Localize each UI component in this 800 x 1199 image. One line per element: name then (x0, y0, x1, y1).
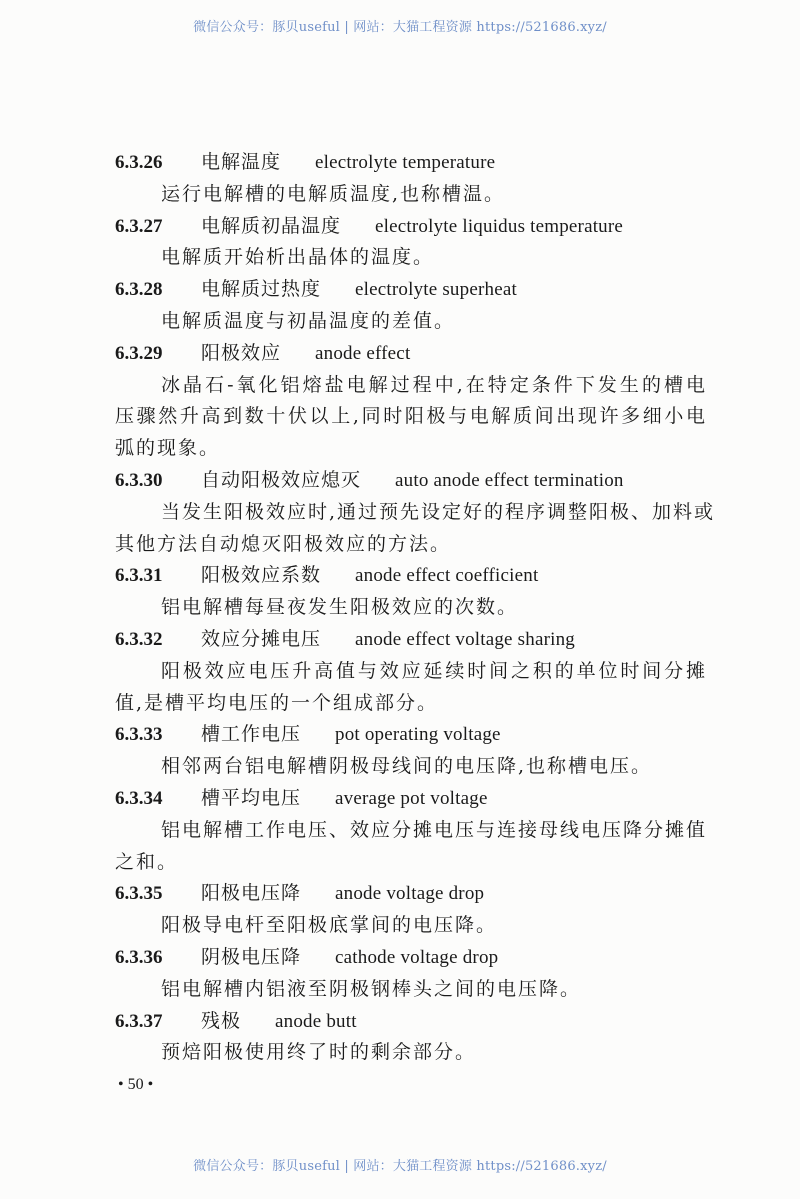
term-english: anode effect coefficient (355, 565, 539, 587)
term-definition-line: 铝电解槽工作电压、效应分摊电压与连接母线电压降分摊值 (161, 818, 708, 841)
term-definition-line: 压骤然升高到数十伏以上,同时阳极与电解质间出现许多细小电 (115, 405, 707, 428)
term-heading (115, 624, 707, 656)
term-heading (115, 338, 707, 370)
term-number: 6.3.33 (115, 724, 163, 746)
term-heading (115, 211, 707, 243)
term-definition-line: 之和。 (115, 850, 179, 873)
term-entry (115, 274, 707, 338)
term-number: 6.3.26 (115, 152, 163, 173)
term-entry (115, 624, 707, 719)
term-chinese: 电解质过热度 (201, 278, 322, 301)
term-number: 6.3.32 (115, 628, 163, 650)
term-number: 6.3.27 (115, 215, 163, 237)
term-definition-line: 运行电解槽的电解质温度,也称槽温。 (161, 182, 506, 205)
term-definition-line: 电解质温度与初晶温度的差值。 (161, 309, 456, 332)
term-number: 6.3.30 (115, 469, 163, 491)
term-chinese: 阳极效应系数 (201, 564, 322, 587)
term-entry (115, 465, 716, 560)
term-chinese: 效应分摊电压 (201, 627, 322, 650)
term-chinese: 自动阳极效应熄灭 (201, 468, 362, 491)
term-definition-line: 阳极效应电压升高值与效应延续时间之积的单位时间分摊 (161, 659, 707, 682)
term-english: anode effect (315, 342, 411, 364)
term-english: anode butt (275, 1010, 357, 1032)
term-number: 6.3.36 (115, 946, 163, 968)
term-number: 6.3.37 (115, 1010, 163, 1032)
term-english: electrolyte liquidus temperature (375, 215, 624, 237)
term-number: 6.3.35 (115, 883, 163, 905)
term-entry (115, 1006, 707, 1070)
term-chinese: 槽平均电压 (201, 786, 302, 809)
watermark-top: 微信公众号：豚贝useful | 网站：大猫工程资源 https://521686.xyz/ (193, 20, 607, 35)
term-definition-line: 弧的现象。 (115, 437, 221, 460)
term-entry (115, 942, 707, 1006)
term-heading (115, 878, 707, 910)
term-definition-line: 当发生阳极效应时,通过预先设定好的程序调整阳极、加料或 (161, 500, 716, 523)
term-definition-line: 阳极导电杆至阳极底掌间的电压降。 (161, 914, 498, 937)
term-definition-line: 冰晶石-氧化铝熔盐电解过程中,在特定条件下发生的槽电 (161, 373, 707, 396)
term-chinese: 残极 (201, 1009, 242, 1032)
term-english: electrolyte temperature (315, 152, 496, 173)
term-number: 6.3.29 (115, 342, 163, 364)
term-heading (115, 465, 707, 497)
term-heading (115, 719, 707, 751)
term-entry (115, 878, 707, 942)
term-number: 6.3.34 (115, 787, 163, 809)
term-entry (115, 211, 707, 275)
term-definition-line: 其他方法自动熄灭阳极效应的方法。 (115, 532, 452, 555)
term-heading (115, 274, 707, 306)
term-definition-line: 铝电解槽内铝液至阴极钢棒头之间的电压降。 (161, 977, 582, 1000)
term-heading (115, 783, 707, 815)
term-heading (115, 1006, 707, 1038)
term-definition-line: 铝电解槽每昼夜发生阳极效应的次数。 (161, 596, 519, 619)
term-list (115, 147, 716, 1069)
term-chinese: 槽工作电压 (201, 723, 302, 746)
term-english: anode voltage drop (335, 883, 485, 905)
term-chinese: 电解质初晶温度 (201, 214, 342, 237)
term-entry (115, 560, 707, 624)
term-chinese: 阳极电压降 (201, 882, 302, 905)
term-entry (115, 719, 707, 783)
term-english: cathode voltage drop (335, 946, 499, 968)
term-english: electrolyte superheat (355, 279, 517, 301)
term-heading (115, 942, 707, 974)
term-english: average pot voltage (335, 787, 488, 809)
term-number: 6.3.28 (115, 279, 163, 301)
term-heading (115, 147, 707, 179)
term-heading (115, 560, 707, 592)
term-definition-line: 预焙阳极使用终了时的剩余部分。 (161, 1041, 477, 1064)
term-chinese: 电解温度 (201, 151, 282, 173)
term-english: anode effect voltage sharing (355, 628, 575, 650)
term-definition-line: 值,是槽平均电压的一个组成部分。 (115, 691, 439, 714)
term-entry (115, 338, 707, 465)
watermark-bottom: 微信公众号：豚贝useful | 网站：大猫工程资源 https://521686.xyz/ (193, 1159, 607, 1174)
term-chinese: 阳极效应 (201, 341, 282, 364)
term-english: pot operating voltage (335, 724, 501, 746)
page-number: • 50 • (118, 1076, 154, 1093)
term-english: auto anode effect termination (395, 469, 624, 491)
term-definition-line: 电解质开始析出晶体的温度。 (161, 246, 435, 269)
term-definition-line: 相邻两台铝电解槽阴极母线间的电压降,也称槽电压。 (161, 755, 653, 778)
term-entry (115, 783, 707, 878)
term-number: 6.3.31 (115, 565, 163, 587)
term-entry (115, 147, 707, 211)
term-chinese: 阴极电压降 (201, 945, 302, 968)
